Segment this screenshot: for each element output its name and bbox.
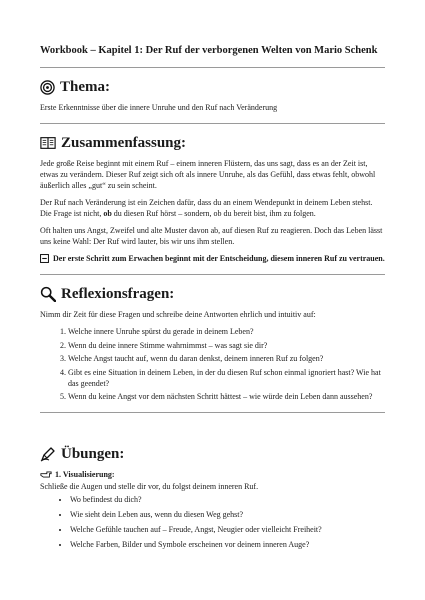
list-item: • Welche Farben, Bilder und Symbole erscheinen vor deinem inneren Auge?: [70, 539, 385, 550]
divider: [40, 67, 385, 68]
section-heading-zusammenfassung: [40, 134, 385, 152]
question-item: 3. Welche Angst taucht auf, wenn du daran denkst, deinem inneren Ruf zu folgen?: [68, 353, 385, 364]
open-book-icon: [40, 136, 56, 150]
magnifier-icon: [40, 286, 56, 302]
writing-hand-icon: [40, 446, 56, 462]
summary-text: du diesen Ruf hörst – sondern, ob du bereit bist, ihm zu folgen.: [111, 209, 316, 218]
divider: [40, 123, 385, 124]
section-title-reflexionsfragen: Reflexionsfragen:: [61, 286, 175, 302]
pointing-hand-icon: [40, 470, 52, 479]
summary-paragraph-3: Oft halten uns Angst, Zweifel und alte Muster davon ab, auf diesen Ruf zu reagieren. Doch das Leben lässt uns keine Wahl: Der Ruf wird lauter, bis wir uns ihm stellen.: [40, 226, 383, 246]
key-insight-callout: [40, 253, 385, 264]
list-item: • Wie sieht dein Leben aus, wenn du diesen Weg gehst?: [70, 509, 385, 520]
question-item: 1. Welche innere Unruhe spürst du gerade in deinem Leben?: [68, 326, 385, 337]
exercise-heading: [40, 469, 385, 480]
divider: [40, 274, 385, 275]
emphasis-text: ob: [103, 209, 112, 218]
callout-text: Der erste Schritt zum Erwachen beginnt mit der Entscheidung, diesem inneren Ruf zu vertrauen.: [53, 254, 385, 263]
list-item: • Wo befindest du dich?: [70, 494, 385, 505]
document-title: Workbook – Kapitel 1: Der Ruf der verborgenen Welten von Mario Schenk: [40, 45, 378, 56]
question-item: 4. Gibt es eine Situation in deinem Leben, in der du diesen Ruf schon einmal ignoriert hast? Wie hat das geendet?: [68, 367, 385, 389]
question-item: 5. Wenn du keine Angst vor dem nächsten Schritt hättest – wie würde dein Leben dann aussehen?: [68, 391, 385, 402]
section-heading-uebungen: [40, 445, 385, 463]
section-spacer: [40, 423, 385, 445]
minus-box-icon: [40, 254, 49, 264]
exercise-title: 1. Visualisierung:: [55, 470, 115, 479]
reflexion-intro: Nimm dir Zeit für diese Fragen und schreibe deine Antworten ehrlich und intuitiv auf:: [40, 310, 316, 319]
section-title-uebungen: Übungen:: [61, 446, 125, 462]
list-item: • Welche Gefühle tauchen auf – Freude, Angst, Neugier oder vielleicht Freiheit?: [70, 524, 385, 535]
target-icon: [40, 80, 55, 95]
question-list: [40, 326, 385, 402]
exercise-bullet-list: [40, 494, 385, 550]
summary-paragraph-2: [40, 197, 385, 219]
section-heading-reflexionsfragen: [40, 285, 385, 303]
divider: [40, 412, 385, 413]
section-heading-thema: [40, 78, 385, 96]
section-title-thema: Thema:: [60, 79, 110, 95]
summary-paragraph-1: Jede große Reise beginnt mit einem Ruf – einem inneren Flüstern, das uns sagt, dass es an der Zeit ist, etwas zu verändern. Dieser Ruf zeigt sich oft als innere Unruhe, als das Gefühl, dass etwas fehlt, obwohl äußerlich alles „gut“ zu sein scheint.: [40, 159, 376, 190]
exercise-intro: Schließe die Augen und stelle dir vor, du folgst deinem inneren Ruf.: [40, 482, 259, 491]
question-item: 2. Wenn du deine innere Stimme wahrnimmst – was sagt sie dir?: [68, 340, 385, 351]
thema-text: Erste Erkenntnisse über die innere Unruhe und den Ruf nach Veränderung: [40, 103, 278, 112]
summary-text: Der Ruf nach Veränderung ist ein Zeichen dafür, dass du an einem Wendepunkt in deinem Leben stehst. Die Frage ist nicht,: [40, 198, 373, 218]
section-title-zusammenfassung: Zusammenfassung:: [61, 135, 187, 151]
